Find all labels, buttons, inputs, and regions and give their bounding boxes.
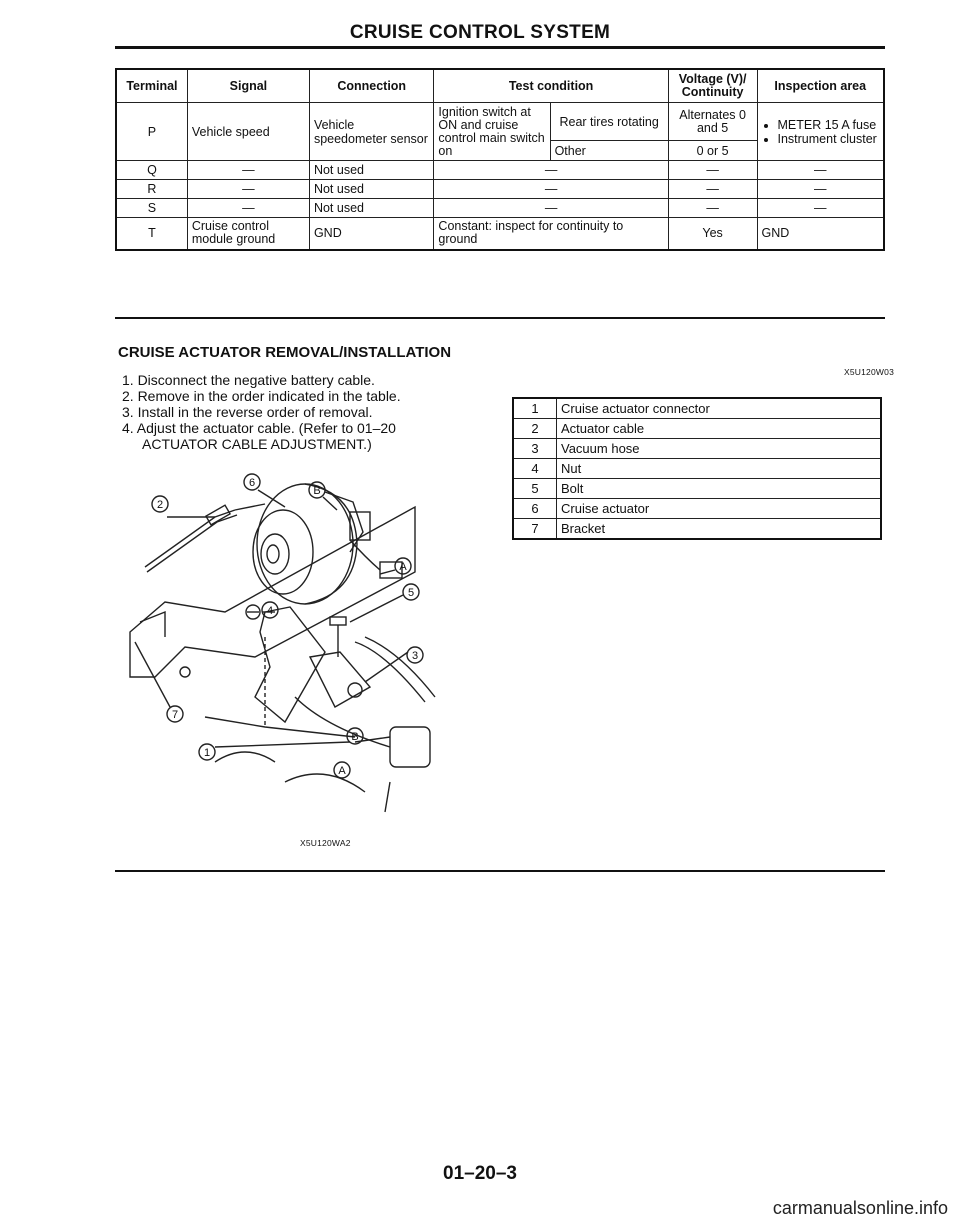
part-number: 3 [513, 439, 557, 459]
part-number: 5 [513, 479, 557, 499]
cell-voltage: — [668, 180, 757, 199]
col-header-connection: Connection [309, 69, 433, 103]
callout-a-lower [334, 762, 350, 778]
step-item: 1. Disconnect the negative battery cable. [122, 372, 375, 388]
cell-voltage-1: Alternates 0 and 5 [668, 103, 757, 141]
cell-sub-condition-1: Rear tires rotating [550, 103, 668, 141]
cell-signal: — [187, 161, 309, 180]
cell-inspection: GND [757, 218, 884, 250]
figure-code-bottom: X5U120WA2 [300, 838, 351, 848]
cell-inspection: — [757, 180, 884, 199]
cell-terminal: Q [116, 161, 187, 180]
cell-terminal: T [116, 218, 187, 250]
cell-condition: Ignition switch at ON and cruise control main switch on [434, 103, 550, 161]
callout-label: B [351, 731, 359, 743]
cell-condition: — [434, 161, 668, 180]
col-header-terminal: Terminal [116, 69, 187, 103]
cell-condition: Constant: inspect for continuity to ground [434, 218, 668, 250]
part-name: Actuator cable [557, 419, 882, 439]
callout-a-upper [395, 558, 411, 574]
table-row [513, 519, 881, 540]
cell-condition: — [434, 199, 668, 218]
table-row [116, 218, 884, 250]
figure-code-top: X5U120W03 [844, 367, 894, 377]
cell-connection: GND [309, 218, 433, 250]
table-row [513, 479, 881, 499]
callout-label: 7 [171, 709, 179, 721]
title-rule [115, 46, 885, 49]
part-name: Bracket [557, 519, 882, 540]
callout-label: A [399, 561, 407, 573]
callout-1 [199, 744, 215, 760]
cell-terminal: R [116, 180, 187, 199]
cell-terminal: P [116, 103, 187, 161]
terminal-table [115, 68, 885, 251]
table-row [116, 103, 884, 141]
callout-7 [167, 706, 183, 722]
cell-voltage-2: 0 or 5 [668, 141, 757, 161]
actuator-illustration [125, 462, 470, 842]
cell-inspection: — [757, 199, 884, 218]
part-name: Bolt [557, 479, 882, 499]
table-row [513, 459, 881, 479]
cell-terminal: S [116, 199, 187, 218]
step-item: 2. Remove in the order indicated in the table. [122, 388, 401, 404]
callout-6 [244, 474, 260, 490]
callout-label: 3 [411, 650, 419, 662]
table-row [513, 499, 881, 519]
callout-label: 5 [407, 587, 415, 599]
table-row [513, 419, 881, 439]
cell-signal: — [187, 199, 309, 218]
page-number: 01–20–3 [443, 1163, 517, 1184]
table-row [116, 161, 884, 180]
cell-connection: Not used [309, 161, 433, 180]
cell-connection: Not used [309, 180, 433, 199]
callout-label: 1 [203, 747, 211, 759]
callout-label: B [313, 485, 321, 497]
part-number: 1 [513, 398, 557, 419]
col-header-test-condition: Test condition [434, 69, 668, 103]
cell-signal: — [187, 180, 309, 199]
bottom-rule [115, 870, 885, 872]
cell-signal: Vehicle speed [187, 103, 309, 161]
callout-label: 6 [248, 477, 256, 489]
cell-voltage: — [668, 161, 757, 180]
watermark: carmanualsonline.info [772, 1198, 948, 1218]
part-name: Cruise actuator [557, 499, 882, 519]
cell-connection: Not used [309, 199, 433, 218]
cell-inspection [757, 103, 884, 161]
table-header-row [116, 69, 884, 103]
cell-voltage: — [668, 199, 757, 218]
callout-label: 2 [156, 499, 164, 511]
col-header-voltage: Voltage (V)/ Continuity [668, 69, 757, 103]
callout-label: A [338, 765, 346, 777]
part-name: Cruise actuator connector [557, 398, 882, 419]
col-header-inspection: Inspection area [757, 69, 884, 103]
part-number: 4 [513, 459, 557, 479]
part-name: Nut [557, 459, 882, 479]
part-number: 2 [513, 419, 557, 439]
table-row [513, 439, 881, 459]
step-item: 4. Adjust the actuator cable. (Refer to 01–20 [122, 420, 396, 436]
procedure-steps [122, 372, 442, 452]
cell-sub-condition-2: Other [550, 141, 668, 161]
section-heading: CRUISE ACTUATOR REMOVAL/INSTALLATION [118, 344, 452, 361]
cell-connection: Vehicle speedometer sensor [309, 103, 433, 161]
table-row [513, 398, 881, 419]
inspection-item: • METER 15 A fuse [778, 118, 880, 132]
cell-voltage: Yes [668, 218, 757, 250]
table-row [116, 199, 884, 218]
col-header-signal: Signal [187, 69, 309, 103]
cell-condition: — [434, 180, 668, 199]
callout-3 [407, 647, 423, 663]
part-number: 7 [513, 519, 557, 540]
inspection-item: • Instrument cluster [778, 132, 880, 146]
page-title: CRUISE CONTROL SYSTEM [349, 22, 611, 43]
table-row [116, 180, 884, 199]
callout-2 [152, 496, 168, 512]
part-name: Vacuum hose [557, 439, 882, 459]
step-item-continuation: ACTUATOR CABLE ADJUSTMENT.) [142, 436, 372, 452]
cell-signal: Cruise control module ground [187, 218, 309, 250]
step-item: 3. Install in the reverse order of removal. [122, 404, 373, 420]
callout-5 [403, 584, 419, 600]
part-number: 6 [513, 499, 557, 519]
callout-label: 4 [266, 605, 274, 617]
cell-inspection: — [757, 161, 884, 180]
parts-table [512, 397, 882, 540]
section-rule [115, 317, 885, 319]
callout-b-upper [309, 482, 325, 498]
